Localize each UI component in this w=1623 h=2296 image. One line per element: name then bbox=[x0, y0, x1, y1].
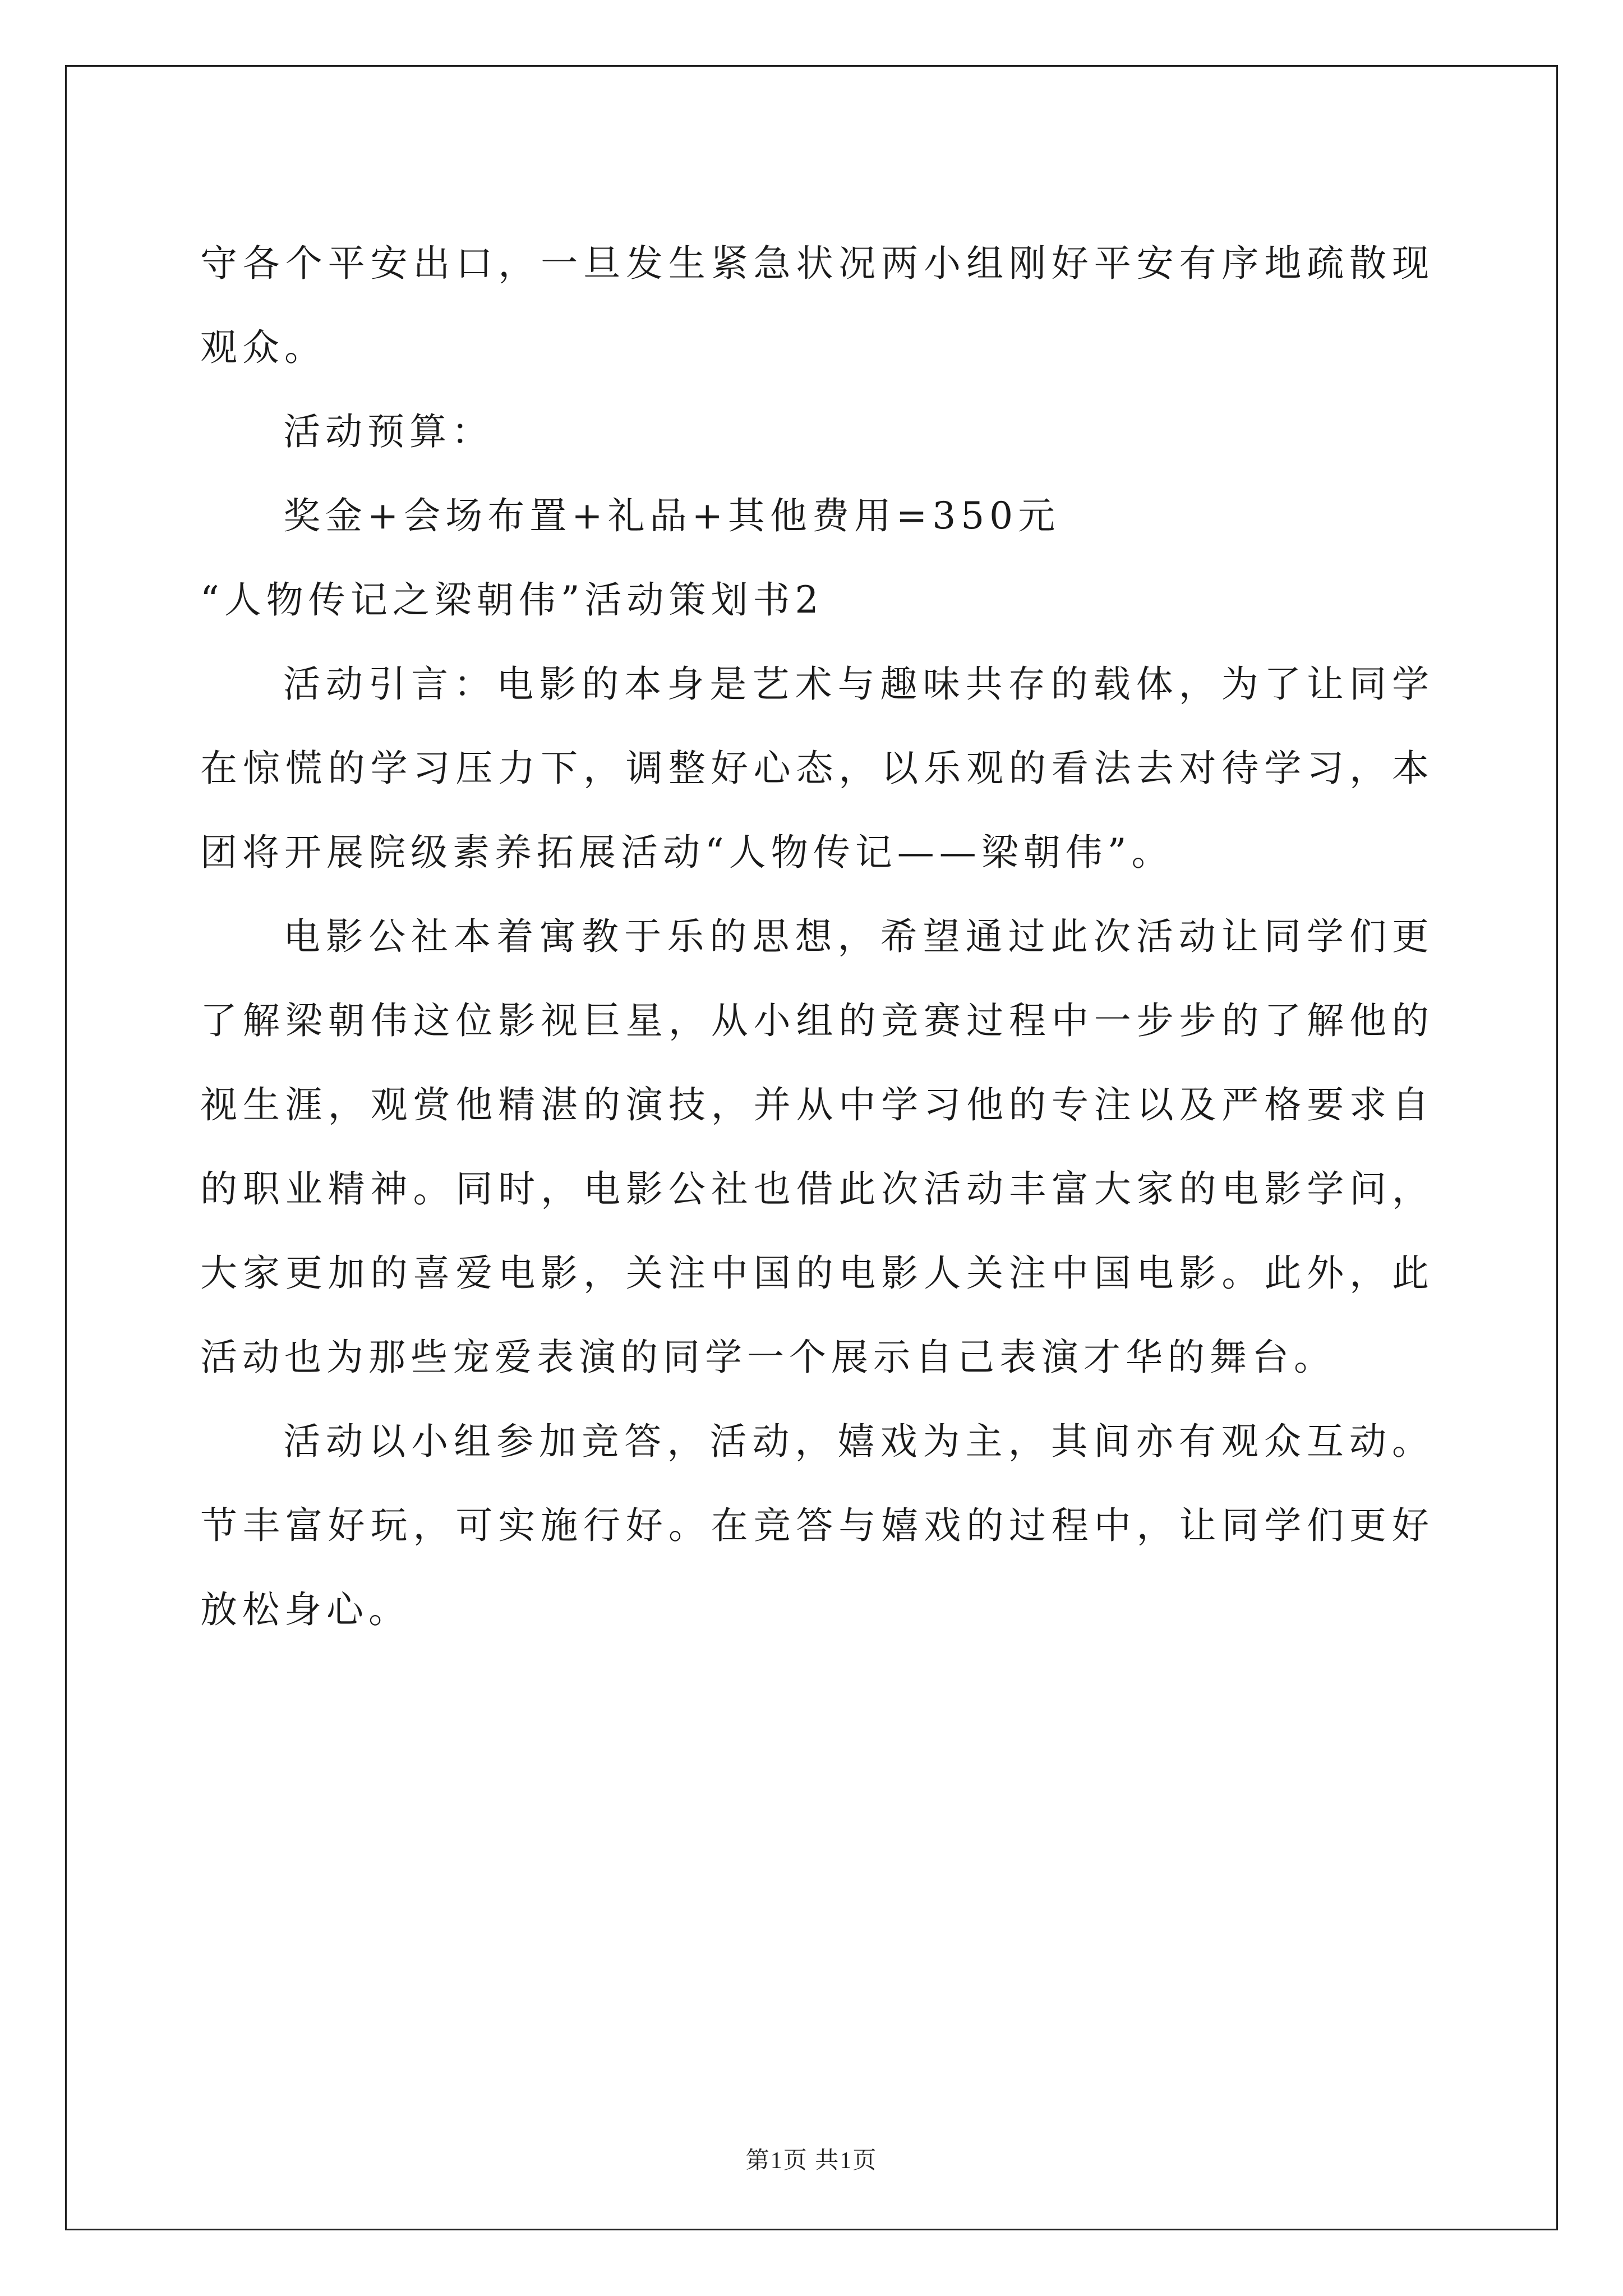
page-number-footer: 第1页 共1页 bbox=[745, 2148, 878, 2174]
section-heading: 活动预算： bbox=[283, 410, 494, 453]
paragraph-line: 活动引言：电影的本身是艺术与趣味共存的载体，为了让同学 bbox=[283, 662, 1434, 706]
paragraph-line: 了解梁朝伟这位影视巨星，从小组的竞赛过程中一步步的了解他的 bbox=[200, 999, 1434, 1042]
paragraph-line: 节丰富好玩，可实施行好。在竞答与嬉戏的过程中，让同学们更好 bbox=[200, 1504, 1434, 1547]
paragraph-line: 大家更加的喜爱电影，关注中国的电影人关注中国电影。此外，此 bbox=[200, 1251, 1434, 1295]
paragraph-line: 在惊慌的学习压力下，调整好心态，以乐观的看法去对待学习，本 bbox=[200, 747, 1434, 790]
paragraph-line: 活动以小组参加竞答，活动，嬉戏为主，其间亦有观众互动。 bbox=[283, 1420, 1434, 1463]
document-body bbox=[200, 222, 1434, 1652]
paragraph-line: 的职业精神。同时，电影公社也借此次活动丰富大家的电影学问， bbox=[200, 1167, 1434, 1211]
paragraph-line: 视生涯，观赏他精湛的演技，并从中学习他的专注以及严格要求自 bbox=[200, 1083, 1434, 1126]
paragraph-line: 观众。 bbox=[200, 326, 326, 369]
paragraph-line: 活动也为那些宠爱表演的同学一个展示自己表演才华的舞台。 bbox=[200, 1336, 1336, 1379]
paragraph-line: 放松身心。 bbox=[200, 1588, 411, 1631]
budget-formula: 奖金+会场布置+礼品+其他费用=350元 bbox=[283, 494, 1061, 537]
document-title: “人物传记之梁朝伟”活动策划书2 bbox=[200, 578, 824, 622]
paragraph-line: 守各个平安出口，一旦发生紧急状况两小组刚好平安有序地疏散现 bbox=[200, 242, 1434, 285]
paragraph-line: 团将开展院级素养拓展活动“人物传记——梁朝伟”。 bbox=[200, 831, 1174, 874]
paragraph-line: 电影公社本着寓教于乐的思想，希望通过此次活动让同学们更 bbox=[283, 915, 1434, 958]
